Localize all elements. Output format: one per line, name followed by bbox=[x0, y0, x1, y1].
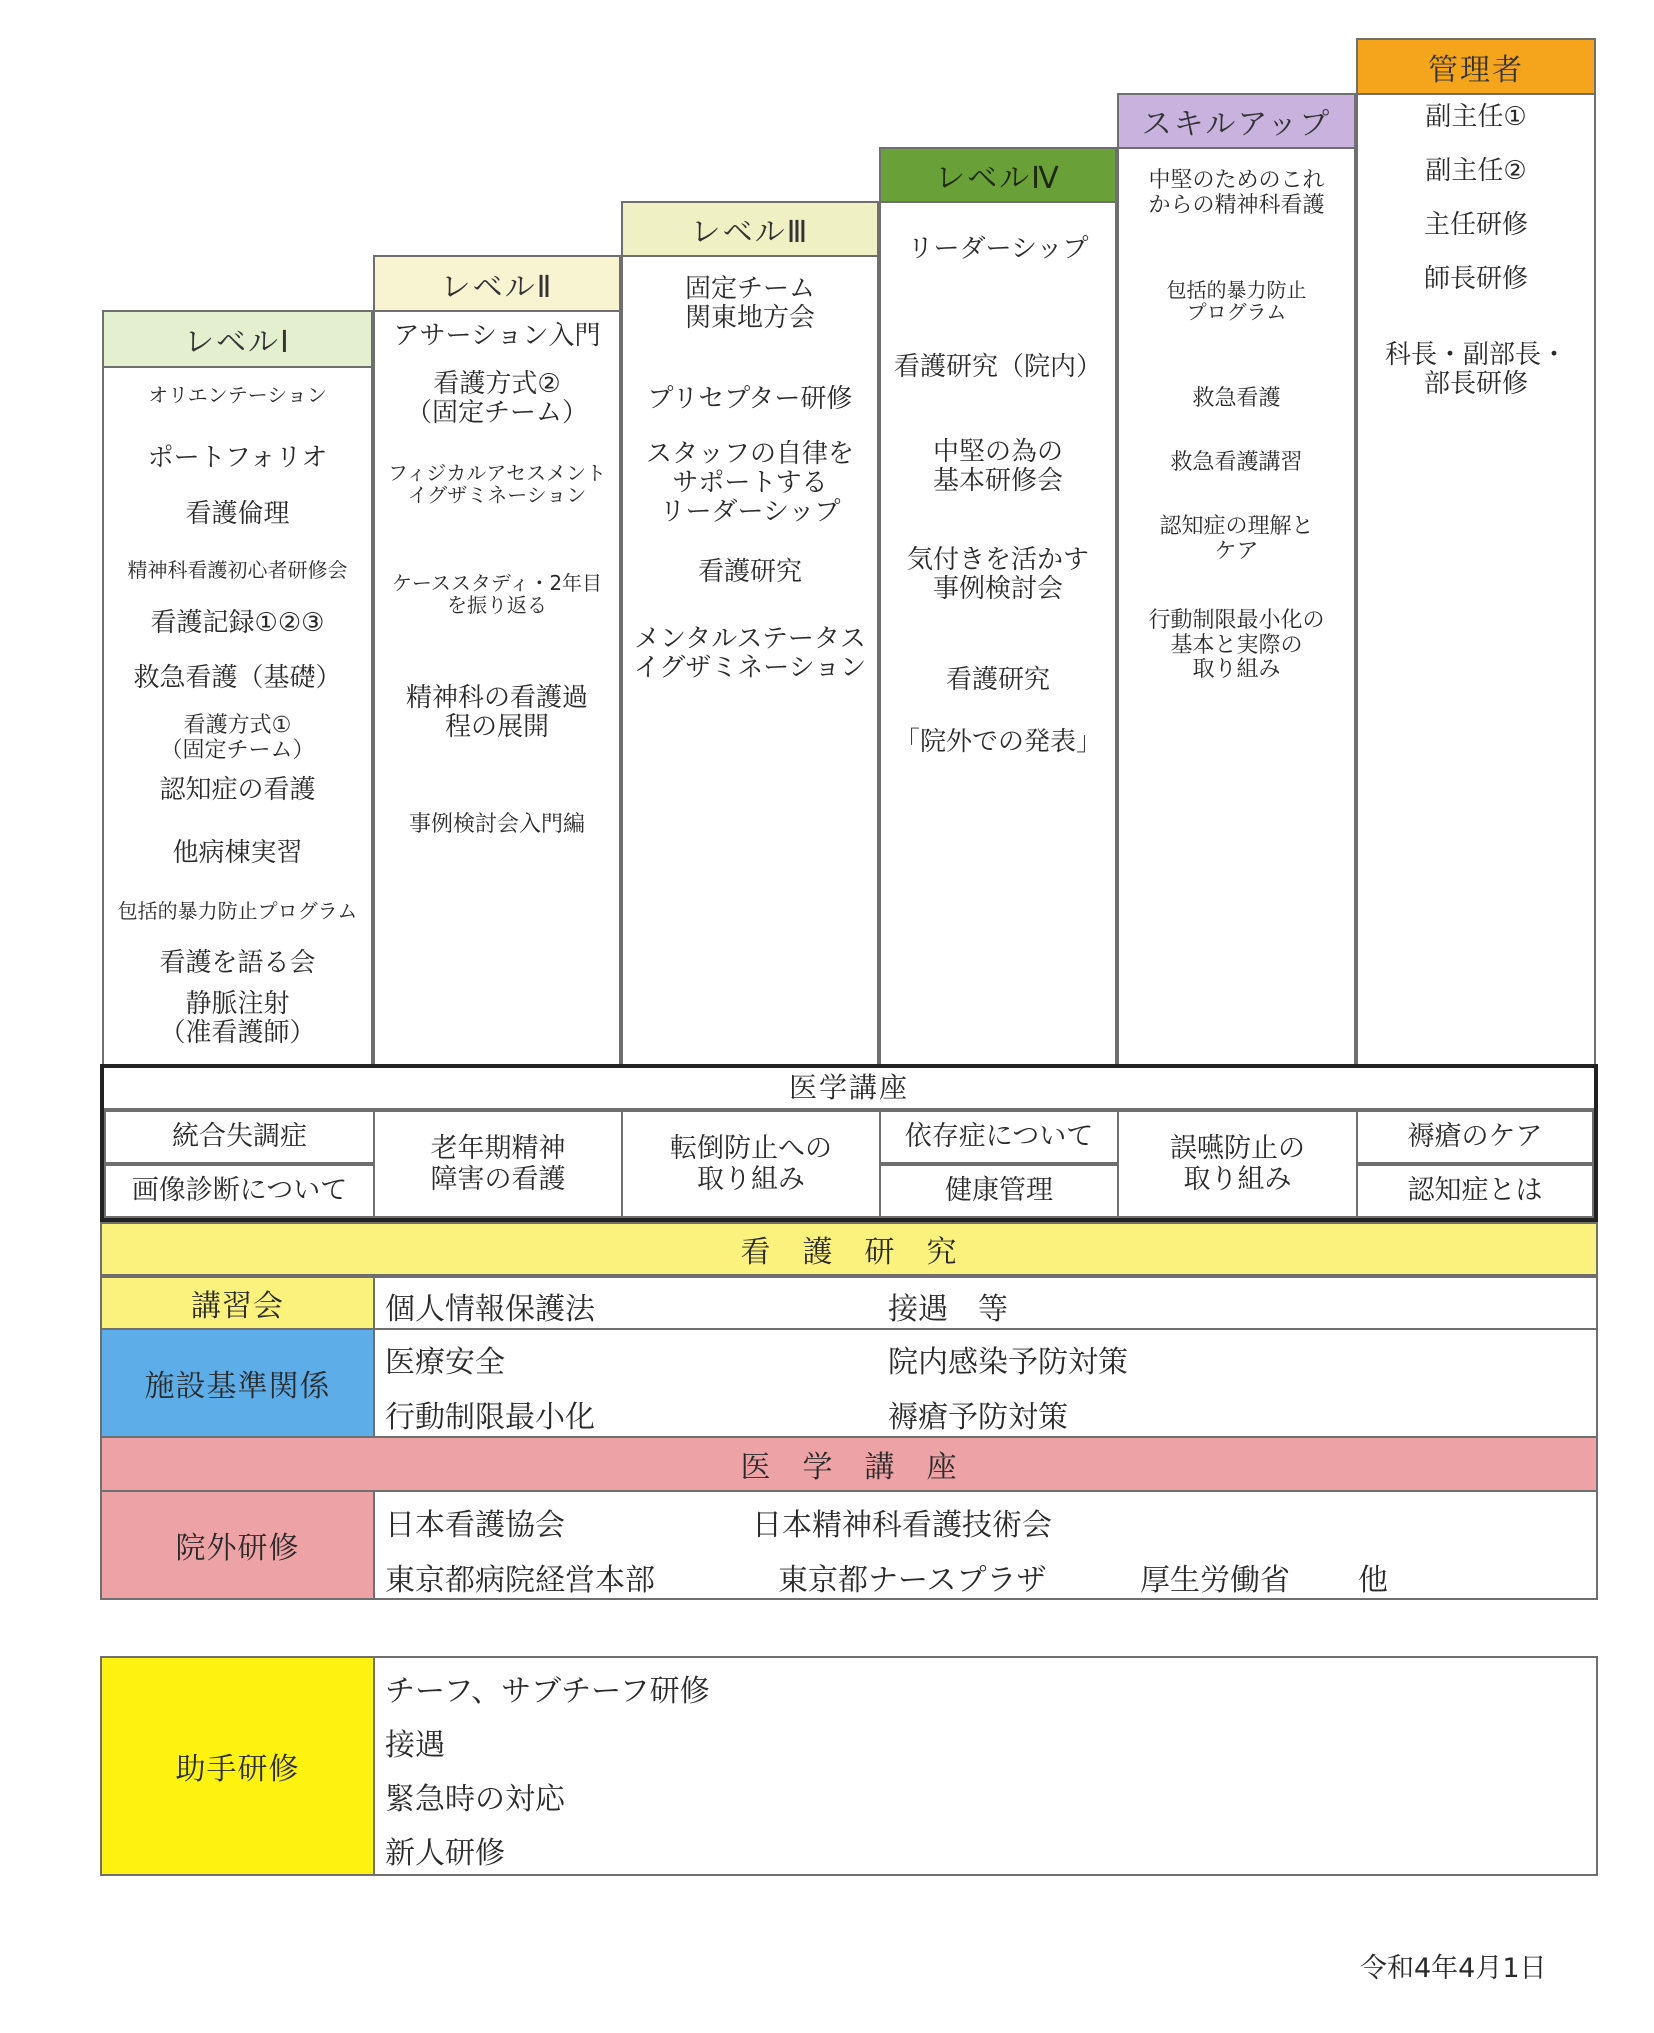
list-item: 包括的暴力防止 プログラム bbox=[1166, 278, 1307, 325]
lecture-item: 接遇 等 bbox=[888, 1292, 1008, 1327]
list-item: 行動制限最小化の 基本と実際の 取り組み bbox=[1148, 608, 1325, 683]
list-item: 副主任② bbox=[1425, 156, 1527, 186]
list-item: 看護研究 bbox=[945, 665, 1050, 695]
medical-cell: 統合失調症 bbox=[104, 1110, 375, 1164]
medical-cell: 老年期精神 障害の看護 bbox=[373, 1110, 623, 1218]
level3-header: レベルⅢ bbox=[621, 201, 879, 257]
level2-header: レベルⅡ bbox=[373, 255, 621, 312]
list-item: 看護を語る会 bbox=[159, 948, 316, 978]
facility-label: 施設基準関係 bbox=[100, 1328, 375, 1438]
list-item: 看護研究 bbox=[697, 557, 802, 587]
list-item: 認知症の看護 bbox=[159, 775, 316, 805]
list-item: スタッフの自律を サポートする リーダーシップ bbox=[645, 439, 854, 528]
list-item: 気付きを活かす 事例検討会 bbox=[906, 545, 1089, 605]
medical-cell: 健康管理 bbox=[879, 1164, 1119, 1218]
list-item: フィジカルアセスメント イグザミネーション bbox=[387, 461, 607, 508]
external-item: 日本看護協会 bbox=[385, 1508, 565, 1543]
list-item: 看護方式① （固定チーム） bbox=[160, 713, 315, 763]
manager-header: 管理者 bbox=[1356, 38, 1596, 95]
list-item: アサーション入門 bbox=[393, 321, 601, 351]
lecture-label: 講習会 bbox=[100, 1276, 375, 1330]
external-item: 東京都ナースプラザ bbox=[778, 1563, 1047, 1598]
list-item: 救急看護 bbox=[1192, 386, 1281, 411]
external-training-label: 院外研修 bbox=[100, 1490, 375, 1600]
list-item: 師長研修 bbox=[1423, 264, 1528, 294]
assistant-item: チーフ、サブチーフ研修 bbox=[385, 1674, 710, 1709]
lecture-item: 個人情報保護法 bbox=[385, 1292, 595, 1327]
external-item: 日本精神科看護技術会 bbox=[752, 1508, 1052, 1543]
level1-header: レベルⅠ bbox=[102, 310, 373, 368]
list-item: 看護方式② （固定チーム） bbox=[405, 369, 588, 429]
list-item: 科長・副部長・ 部長研修 bbox=[1384, 340, 1567, 400]
list-item: 中堅のためのこれ からの精神科看護 bbox=[1148, 168, 1325, 218]
medical-lecture-band: 医 学 講 座 bbox=[100, 1436, 1598, 1492]
skillup-header: スキルアップ bbox=[1117, 93, 1356, 149]
medical-cell: 依存症について bbox=[879, 1110, 1119, 1164]
list-item: 主任研修 bbox=[1423, 210, 1528, 240]
medical-cell: 転倒防止への 取り組み bbox=[621, 1110, 881, 1218]
assistant-item: 緊急時の対応 bbox=[385, 1782, 565, 1817]
list-item: 認知症の理解と ケア bbox=[1159, 514, 1314, 564]
list-item: 静脈注射 （准看護師） bbox=[159, 989, 316, 1049]
list-item: メンタルステータス イグザミネーション bbox=[633, 624, 867, 684]
date-label: 令和4年4月1日 bbox=[1360, 1953, 1547, 1984]
assistant-item: 接遇 bbox=[385, 1728, 445, 1763]
external-item: 厚生労働省 bbox=[1140, 1563, 1290, 1598]
medical-cell: 認知症とは bbox=[1356, 1164, 1594, 1218]
list-item: 他病棟実習 bbox=[172, 838, 303, 868]
list-item: 看護倫理 bbox=[185, 499, 290, 529]
medical-lecture-title: 医学講座 bbox=[104, 1068, 1594, 1110]
list-item: 包括的暴力防止プログラム bbox=[117, 899, 358, 923]
list-item: 精神科看護初心者研修会 bbox=[127, 558, 348, 582]
list-item: 「院外での発表」 bbox=[893, 727, 1102, 757]
list-item: 中堅の為の 基本研修会 bbox=[932, 437, 1063, 497]
nursing-research-band: 看 護 研 究 bbox=[100, 1222, 1598, 1276]
list-item: 副主任① bbox=[1425, 102, 1527, 132]
external-item: 東京都病院経営本部 bbox=[385, 1563, 655, 1598]
medical-cell: 画像診断について bbox=[104, 1164, 375, 1218]
list-item: 固定チーム 関東地方会 bbox=[684, 274, 815, 334]
list-item: 救急看護（基礎） bbox=[133, 663, 342, 693]
list-item: オリエンテーション bbox=[148, 383, 327, 407]
list-item: ポートフォリオ bbox=[147, 443, 328, 473]
medical-cell: 誤嚥防止の 取り組み bbox=[1117, 1110, 1358, 1218]
list-item: プリセプター研修 bbox=[647, 384, 853, 414]
list-item: 事例検討会入門編 bbox=[408, 812, 585, 837]
facility-item: 医療安全 bbox=[385, 1345, 505, 1380]
list-item: 看護研究（院内） bbox=[893, 352, 1102, 382]
list-item: 精神科の看護過 程の展開 bbox=[405, 683, 588, 743]
external-item: 他 bbox=[1358, 1563, 1388, 1598]
facility-item: 院内感染予防対策 bbox=[888, 1345, 1128, 1380]
list-item: 看護記録①②③ bbox=[150, 608, 325, 638]
list-item: 救急看護講習 bbox=[1170, 450, 1303, 475]
medical-cell: 褥瘡のケア bbox=[1356, 1110, 1594, 1164]
list-item: リーダーシップ bbox=[907, 234, 1089, 264]
assistant-training-label: 助手研修 bbox=[100, 1656, 375, 1876]
level4-header: レベルⅣ bbox=[879, 147, 1117, 203]
assistant-item: 新人研修 bbox=[385, 1836, 505, 1871]
facility-item: 褥瘡予防対策 bbox=[888, 1400, 1068, 1435]
facility-item: 行動制限最小化 bbox=[385, 1400, 595, 1435]
list-item: ケーススタディ・2年目 を振り返る bbox=[391, 571, 603, 618]
